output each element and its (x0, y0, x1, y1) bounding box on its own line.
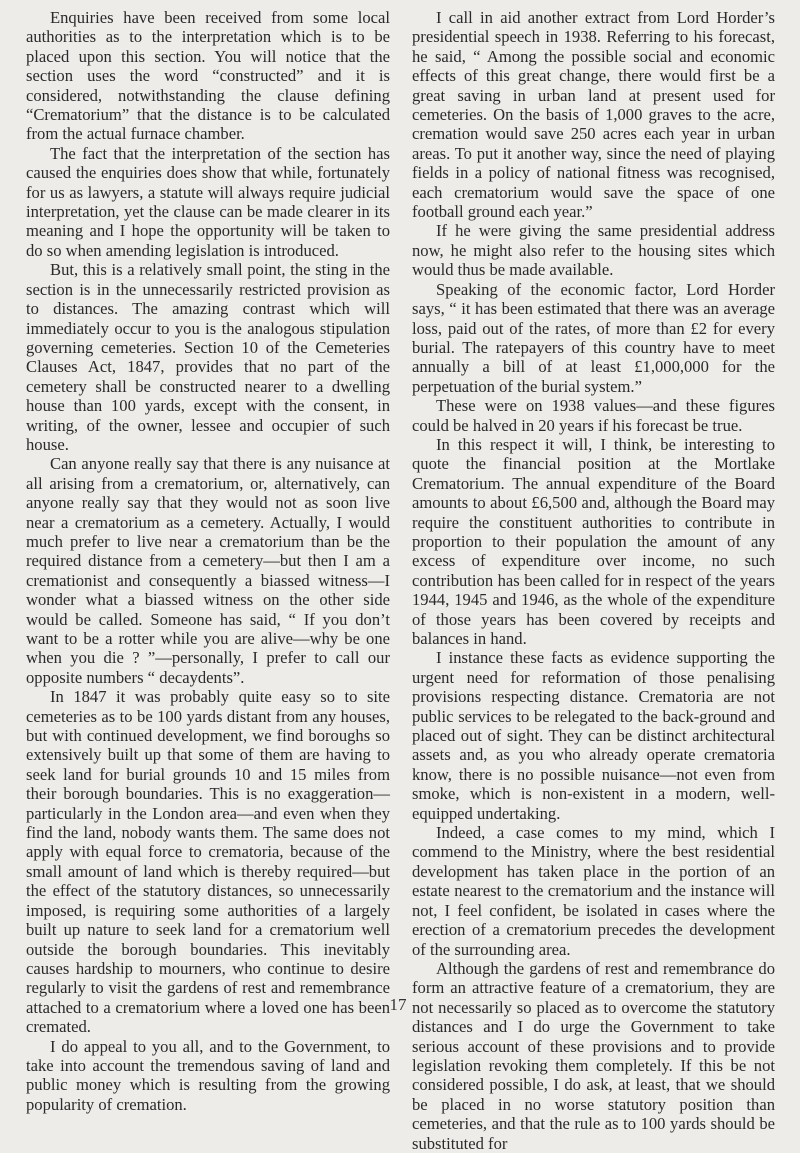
paragraph: The fact that the interpretation of the section has caused the enquiries does show that while, fortunately for us as lawyers, a statute will always require judicial interpretation, yet the clause can be made clearer in its meaning and I hope the opportunity will be taken to do so when amending legislation is introduced. (26, 143, 390, 260)
paragraph: Indeed, a case comes to my mind, which I commend to the Ministry, where the best residential development has taken place in the portion of an estate nearest to the crematorium and the instance will not, I feel confident, be isolated in cases where the erection of a crematorium precedes the development of the surrounding area. (412, 823, 775, 959)
paragraph: Enquiries have been received from some local authorities as to the interpretation which is to be placed upon this section. You will notice that the section uses the word “constructed” and it is considered, notwithstanding the clause defining “Crematorium” that the distance is to be calculated from the actual furnace chamber. (26, 8, 390, 144)
paragraph: These were on 1938 values—and these figures could be halved in 20 years if his forecast be true. (412, 396, 775, 435)
right-column (412, 8, 775, 1153)
paragraph: I call in aid another extract from Lord Horder’s presidential speech in 1938. Referring to his forecast, he said, “ Among the possible social and economic effects of this great change, there would first be a great saving in urban land at present used for cemeteries. On the basis of 1,000 graves to the acre, cremation would save 250 acres each year in urban areas. To put it another way, since the need of playing fields in a policy of national fitness was recognised, each crematorium would save the space of one football ground each year.” (412, 8, 775, 222)
paragraph: If he were giving the same presidential address now, he might also refer to the housing sites which would thus be made available. (412, 221, 775, 280)
paragraph: Speaking of the economic factor, Lord Horder says, “ it has been estimated that there was an average loss, paid out of the rates, of more than £2 for every burial. The ratepayers of this country have to meet annually a bill of at least £1,000,000 for the perpetuation of the burial system.” (412, 279, 775, 396)
paragraph: I do appeal to you all, and to the Government, to take into account the tremendous saving of land and public money which is resulting from the growing popularity of cremation. (26, 1036, 390, 1114)
page-number: 17 (389, 995, 407, 1014)
left-column (26, 8, 390, 1114)
paragraph: In this respect it will, I think, be interesting to quote the financial position at the Mortlake Crematorium. The annual expenditure of the Board amounts to about £6,500 and, although the Board may require the constituent authorities to contribute in proportion to their population the amount of any excess of expenditure over income, no such contribution has been called for in respect of the years 1944, 1945 and 1946, as the whole of the expenditure of those years has been covered by receipts and balances in hand. (412, 434, 775, 648)
paragraph: In 1847 it was probably quite easy so to site cemeteries as to be 100 yards distant from any houses, but with continued development, we find boroughs so extensively built up that some of them are having to seek land for burial grounds 10 and 15 miles from their borough boundaries. This is no exaggeration—particularly in the London area—and even when they find the land, nobody wants them. The same does not apply with equal force to crematoria, because of the small amount of land which is thereby required—but the effect of the statutory distances, so unnecessarily imposed, is requiring some authorities of a largely built up nature to seek land for a crematorium well outside the borough boundaries. This inevitably causes hardship to mourners, who continue to desire regularly to visit the gardens of rest and remembrance attached to a crematorium where a loved one has been cremated. (26, 687, 390, 1037)
paragraph: Can anyone really say that there is any nuisance at all arising from a crematorium, or, alternatively, can anyone really say that they would not as soon live near a crematorium as a cemetery. Actually, I would much prefer to live near a crematorium than be the required distance from a cemetery—but then I am a cremationist and consequently a biassed witness—I wonder what a biassed witness on the other side would be called. Someone has said, “ If you don’t want to be a rotter while you are alive—why be one when you die ? ”—personally, I prefer to call our opposite numbers “ decaydents”. (26, 454, 390, 687)
paragraph: Although the gardens of rest and remembrance do form an attractive feature of a crematorium, they are not necessarily so placed as to overcome the statutory distances and I do urge the Government to take serious account of these provisions and to provide legislation revoking them completely. If this be not considered possible, I do ask, at least, that we should be placed in no worse statutory position than cemeteries, and that the rule as to 100 yards should be substituted for (412, 958, 775, 1153)
paragraph: I instance these facts as evidence supporting the urgent need for reformation of those penalising provisions respecting distance. Crematoria are not public services to be relegated to the back-ground and placed out of sight. They can be distinct architectural assets and, as you who already operate crematoria know, there is no possible nuisance—not even from smoke, which is non-existent in a modern, well-equipped undertaking. (412, 648, 775, 823)
paragraph: But, this is a relatively small point, the sting in the section is in the unnecessarily restricted provision as to distances. The amazing contrast which will immediately occur to you is the analogous stipulation governing cemeteries. Section 10 of the Cemeteries Clauses Act, 1847, provides that no part of the cemetery shall be constructed nearer to a dwelling house than 100 yards, except with the consent, in writing, of the owner, lessee and occupier of such house. (26, 260, 390, 454)
